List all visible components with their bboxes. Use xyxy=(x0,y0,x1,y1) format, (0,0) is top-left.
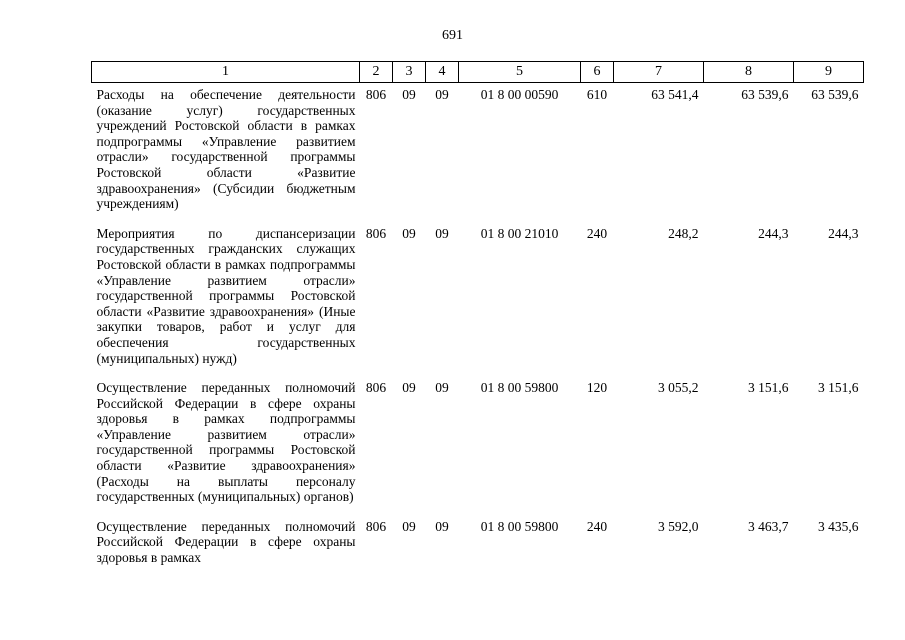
target-article-code: 01 8 00 59800 xyxy=(480,380,559,396)
amount-year-1: 248,2 xyxy=(668,225,699,241)
amount-year-1: 3 592,0 xyxy=(658,518,699,534)
section-code: 09 xyxy=(402,87,416,102)
table-row xyxy=(92,374,864,513)
amount-year-1: 3 055,2 xyxy=(658,380,699,396)
amount-year-3: 63 539,6 xyxy=(811,87,859,102)
grbs-code: 806 xyxy=(365,225,387,241)
expense-name: Расходы на обеспечение деятельности (оказание услуг) государственных учреждений Ростовской области в рамках подпрограммы «Управление развитием отрасли» государственной программы Ростовской области «Развитие здравоохранения» (Субсидии бюджетным учреждениям) xyxy=(96,87,356,212)
budget-table xyxy=(91,61,864,566)
header-cell: 3 xyxy=(393,62,426,83)
target-article-code: 01 8 00 21010 xyxy=(480,225,559,241)
amount-year-3: 244,3 xyxy=(828,225,859,241)
header-cell: 4 xyxy=(426,62,459,83)
expense-type-code: 610 xyxy=(586,87,608,102)
target-article-code: 01 8 00 00590 xyxy=(480,87,559,102)
subsection-code: 09 xyxy=(435,518,449,534)
section-code: 09 xyxy=(402,380,416,396)
grbs-code: 806 xyxy=(365,87,387,102)
section-code: 09 xyxy=(402,518,416,534)
expense-type-code: 240 xyxy=(586,518,608,534)
amount-year-2: 244,3 xyxy=(758,225,789,241)
amount-year-1: 63 541,4 xyxy=(651,87,699,102)
amount-year-2: 3 151,6 xyxy=(748,380,789,396)
page-number: 691 xyxy=(442,28,463,43)
header-row xyxy=(92,62,864,83)
table-row xyxy=(92,83,864,220)
table-row xyxy=(92,513,864,566)
header-cell: 9 xyxy=(794,62,864,83)
header-cell: 6 xyxy=(581,62,614,83)
table-row xyxy=(92,220,864,374)
subsection-code: 09 xyxy=(435,225,449,241)
grbs-code: 806 xyxy=(365,518,387,534)
amount-year-2: 63 539,6 xyxy=(741,87,789,102)
subsection-code: 09 xyxy=(435,87,449,102)
subsection-code: 09 xyxy=(435,380,449,396)
expense-name: Осуществление переданных полномочий Российской Федерации в сфере охраны здоровья в рамках подпрограммы «Управление развитием отрасли» государственной программы Ростовской области «Развитие здравоохранения» (Расходы на выплаты персоналу государственных (муниципальных) органов) xyxy=(96,380,356,505)
grbs-code: 806 xyxy=(365,380,387,396)
amount-year-3: 3 435,6 xyxy=(818,518,859,534)
amount-year-2: 3 463,7 xyxy=(748,518,789,534)
header-cell: 2 xyxy=(360,62,393,83)
expense-name: Мероприятия по диспансеризации государственных гражданских служащих Ростовской области в рамках подпрограммы «Управление развитием отрасли» государственной программы Ростовской области «Развитие здравоохранения» (Иные закупки товаров, работ и услуг для обеспечения государственных (муниципальных) нужд) xyxy=(96,225,356,366)
section-code: 09 xyxy=(402,225,416,241)
expense-name: Осуществление переданных полномочий Российской Федерации в сфере охраны здоровья в рамках xyxy=(96,518,356,566)
header-cell: 5 xyxy=(459,62,581,83)
expense-type-code: 120 xyxy=(586,380,608,396)
header-cell: 1 xyxy=(92,62,360,83)
expense-type-code: 240 xyxy=(586,225,608,241)
header-cell: 7 xyxy=(614,62,704,83)
amount-year-3: 3 151,6 xyxy=(818,380,859,396)
header-cell: 8 xyxy=(704,62,794,83)
target-article-code: 01 8 00 59800 xyxy=(480,518,559,534)
